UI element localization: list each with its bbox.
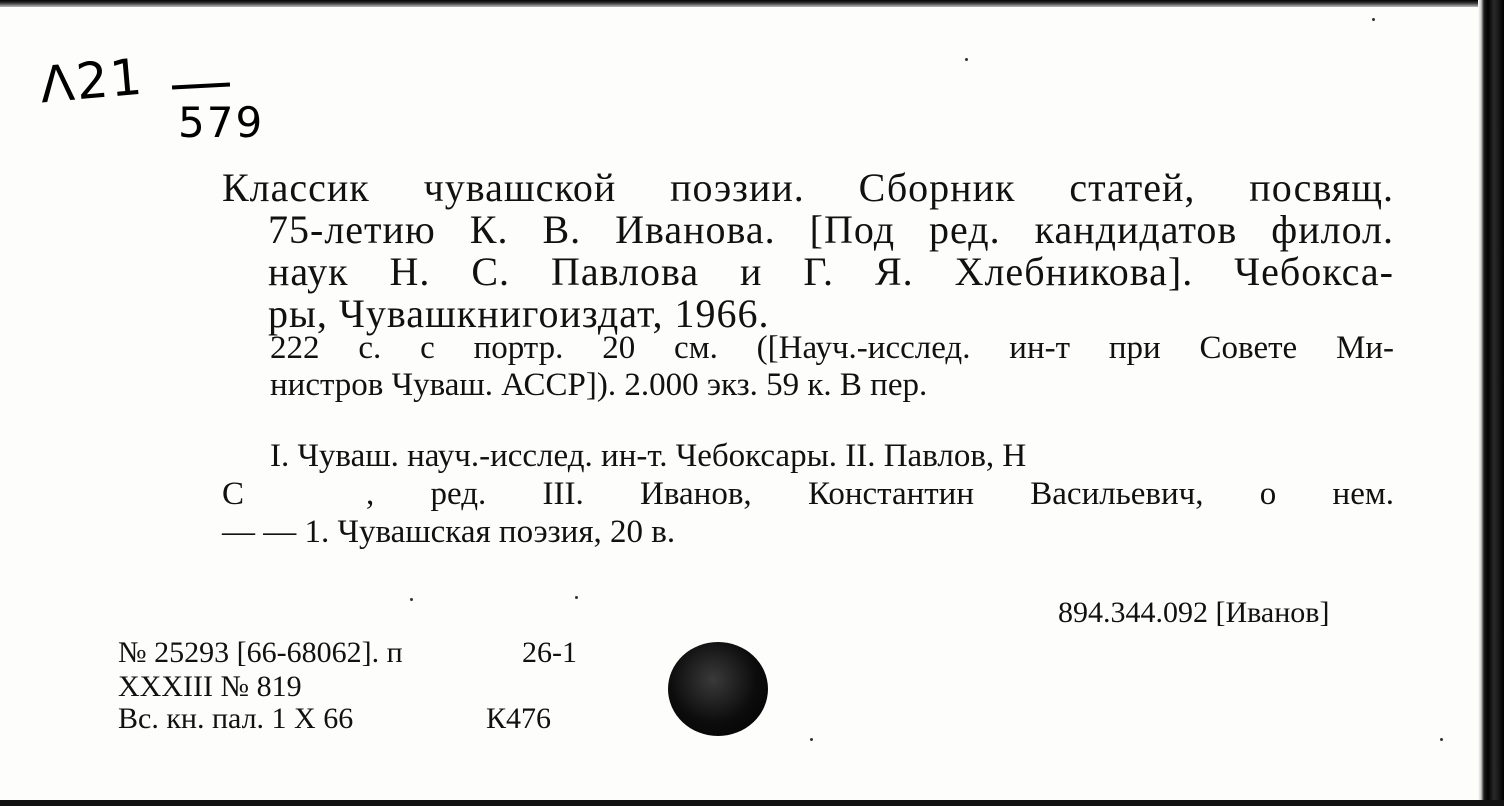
scan-speck	[965, 58, 968, 61]
punch-hole	[668, 642, 768, 736]
entry-title-line-2: 75-летию К. В. Иванова. [Под ред. кандидатов филол.	[268, 207, 1394, 252]
scan-speck	[1372, 18, 1375, 21]
registry-price-code: К476	[486, 702, 552, 735]
entry-collation-line-1: 222 с. с портр. 20 см. ([Науч.-исслед. ин-т при Совете Ми-	[270, 330, 1394, 366]
registry-chamber-date: Вс. кн. пал. 1 X 66	[118, 702, 354, 735]
entry-title-line-4: ры, Чувашкнигоиздат, 1966.	[268, 291, 770, 336]
scan-speck	[410, 598, 413, 601]
entry-title-line-3: наук Н. С. Павлова и Г. Я. Хлебникова]. Чебокса-	[268, 249, 1394, 294]
scan-speck	[575, 596, 578, 599]
handwritten-fraction-line	[172, 82, 230, 89]
scan-speck	[1440, 738, 1443, 741]
classification-number: 894.344.092 [Иванов]	[1058, 596, 1330, 629]
entry-title-line-1: Классик чувашской поэзии. Сборник статей, посвящ.	[222, 165, 1394, 210]
card-right-edge	[1478, 0, 1504, 806]
entry-collation-line-2: нистров Чуваш. АССР]). 2.000 экз. 59 к. В пер.	[270, 367, 928, 403]
tracings-line-2: , ред. III. Иванов, Константин Васильевич, о нем.	[366, 476, 1394, 512]
registry-volume: XXXIII № 819	[118, 670, 302, 703]
registry-number: № 25293 [66-68062]. п	[118, 636, 403, 669]
tracings-line-2-initial: С	[222, 476, 245, 512]
handwritten-shelfmark-bottom: 579	[178, 98, 265, 147]
tracings-line-1: I. Чуваш. науч.-исслед. ин-т. Чебоксары. II. Павлов, Н	[270, 438, 1027, 474]
registry-code: 26-1	[522, 636, 577, 669]
scan-speck	[810, 738, 813, 741]
card-top-edge	[0, 0, 1504, 7]
handwritten-shelfmark-top: Λ21	[37, 47, 147, 115]
tracings-line-3: — — 1. Чувашская поэзия, 20 в.	[222, 514, 676, 550]
card-bottom-edge	[0, 800, 1504, 806]
